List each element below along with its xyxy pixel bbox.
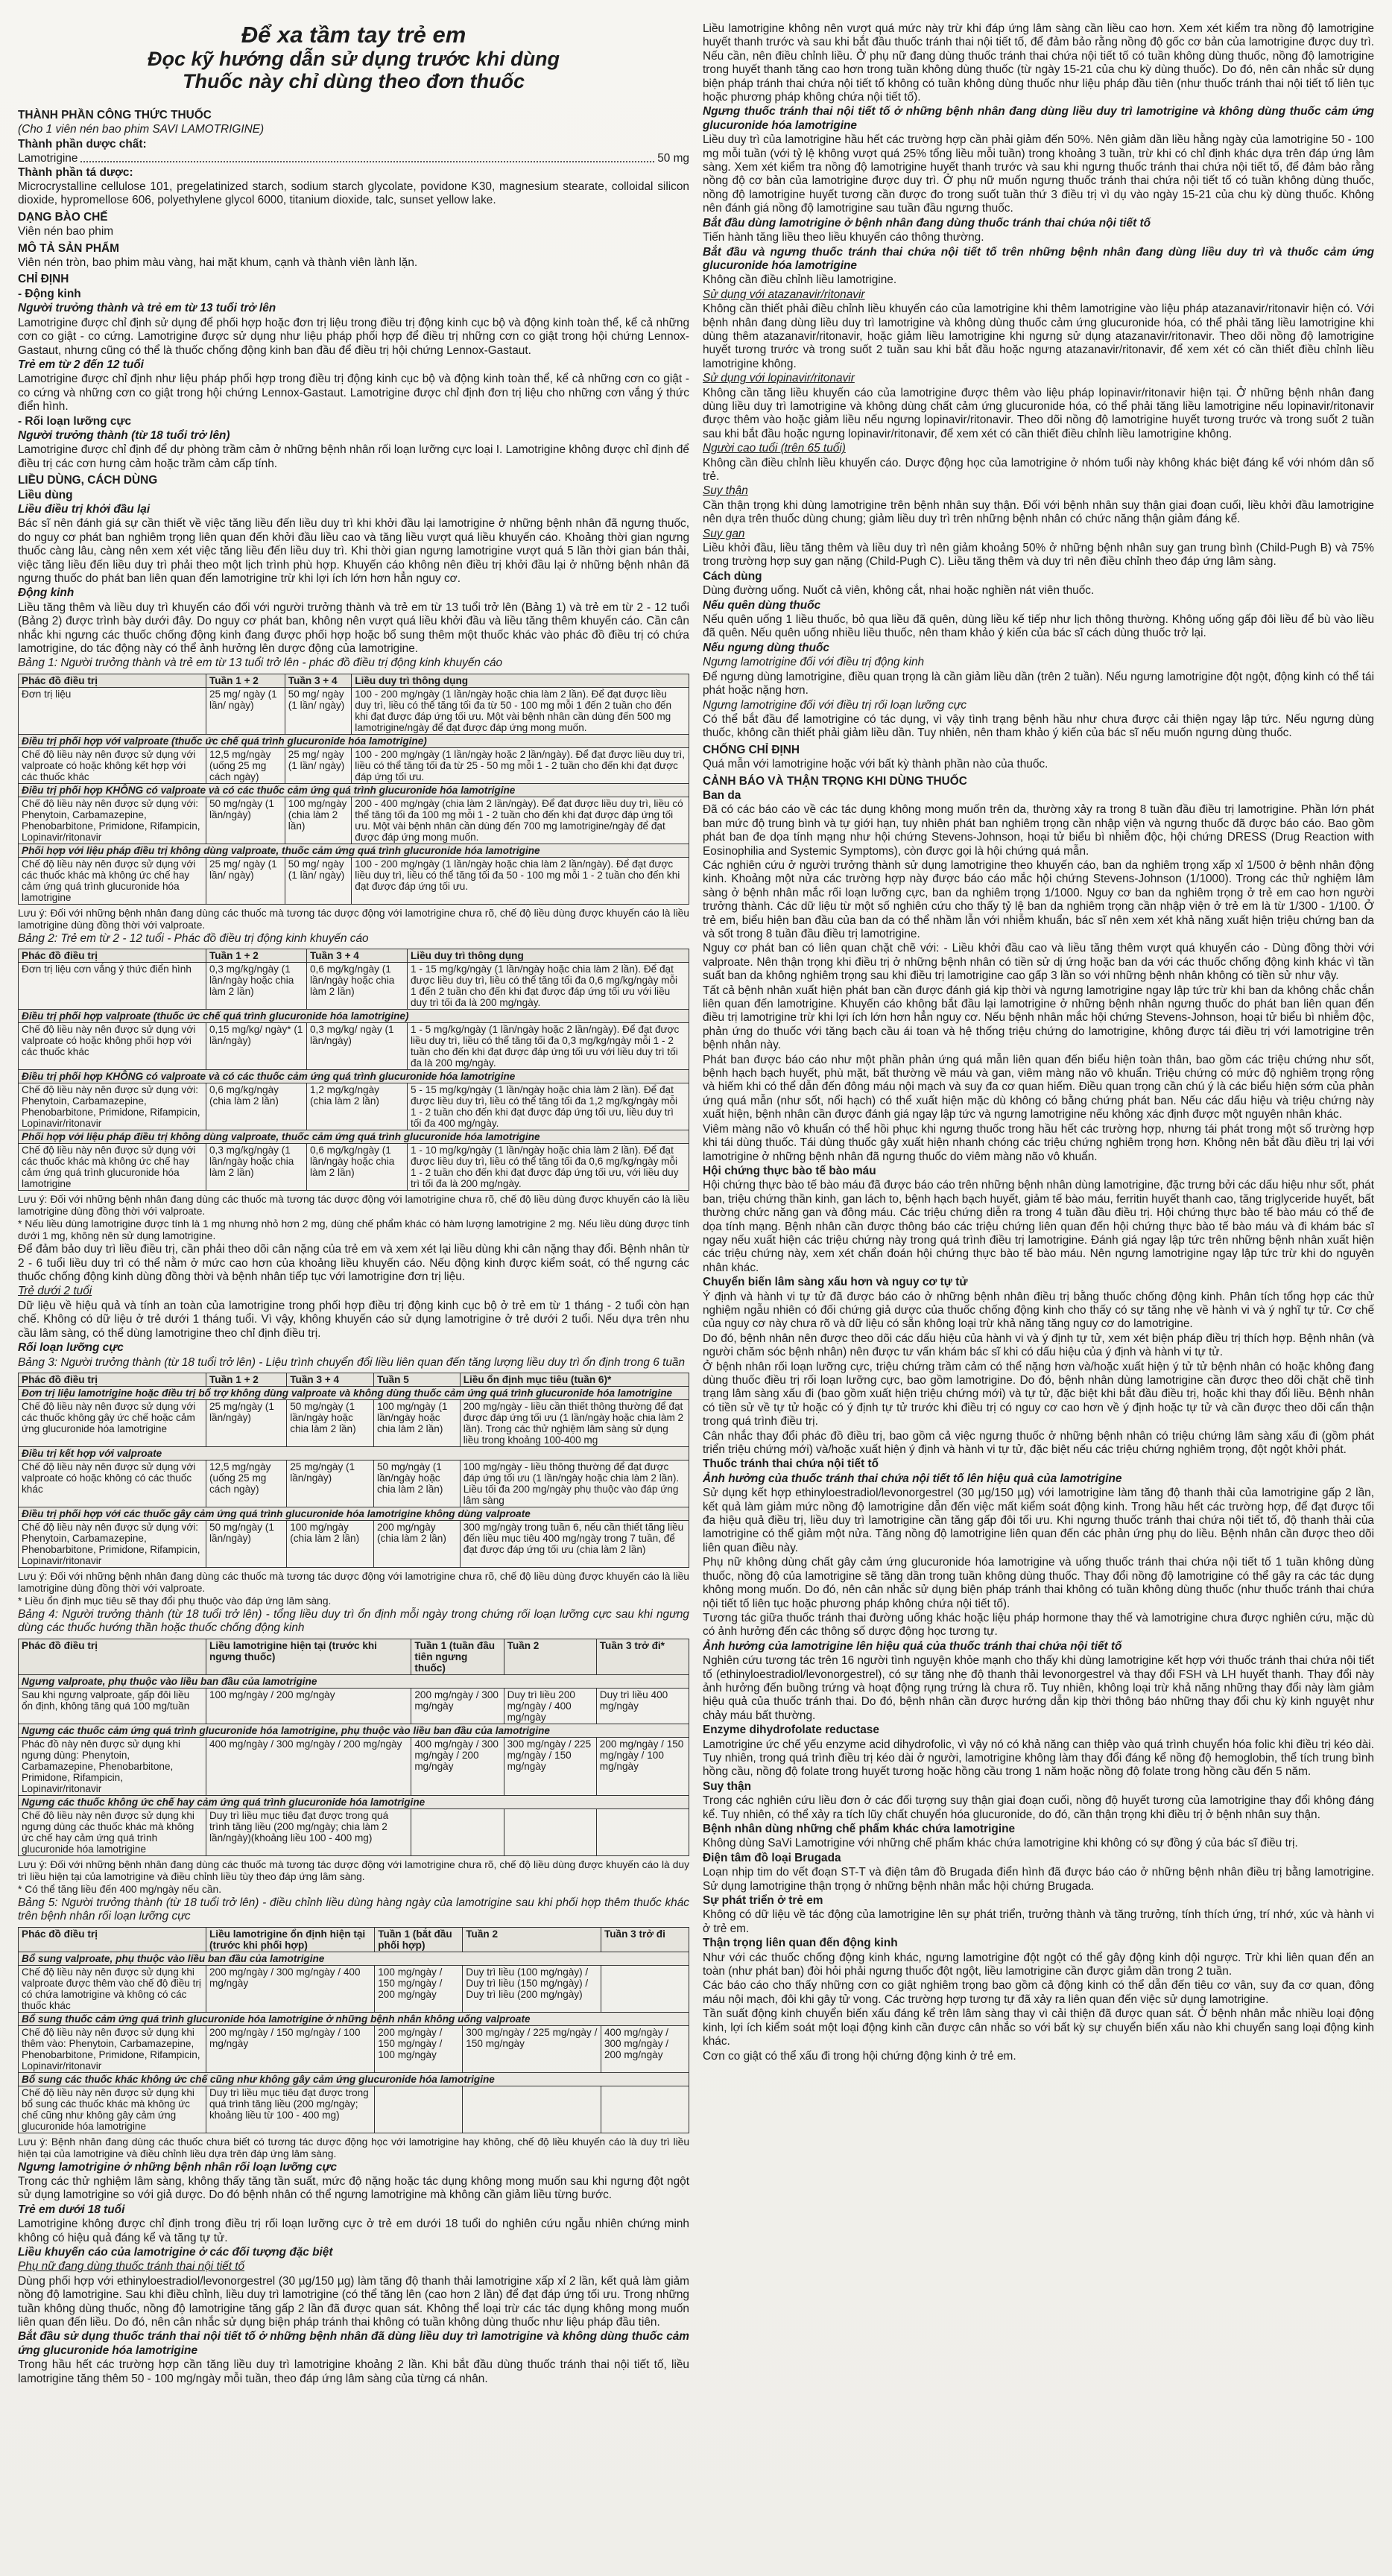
table-row: [19, 1688, 689, 1724]
table-cell: 200 mg/ngày / 150 mg/ngày / 100 mg/ngày: [206, 2025, 375, 2072]
table-cell: 50 mg/ngày (1 lần/ngày): [206, 1520, 287, 1567]
table-cell: 100 - 200 mg/ngày (1 lần/ngày hoặc 2 lần/ngày). Để đạt được liều duy trì, liều có thể tăng tối đa từ 25 - 50 mg mỗi 1 - 2 tuần cho đến khi đạt được đáp ứng tối ưu.: [352, 747, 689, 783]
suicide-heading: Chuyển biến lâm sàng xấu hơn và nguy cơ tự tử: [703, 1276, 968, 1289]
development-heading: Sự phát triển ở trẻ em: [703, 1894, 823, 1908]
table-cell: 25 mg/ ngày (1 lần/ ngày): [285, 747, 352, 783]
contraindications-title: CHỐNG CHỈ ĐỊNH: [703, 743, 800, 756]
table-cell: 0,6 mg/kg/ngày (1 lần/ngày hoặc chia làm 2 lần): [307, 963, 408, 1010]
table2-body: [19, 963, 689, 1191]
table-section-row: [19, 844, 689, 857]
epilepsy-text: Liều tăng thêm và liều duy trì khuyến cáo đối với người trưởng thành và trẻ em từ 13 tuổi trở lên (Bảng 1) và trẻ em từ 2 - 12 tuổi (Bảng 2) được trình bày dưới đây. Do nguy cơ phát ban, không nên vượt quá liều khởi đầu và liều tăng thêm khuyến cáo. Cần cân nhắc khi ngưng các thuốc chống động kinh đang được phối hợp hoặc bổ sung thêm một thuốc khác vào phác đồ điều trị có chứa lamotrigine, do tác động này có thể ảnh hưởng lên dược động của lamotrigine.: [18, 601, 689, 656]
under2-heading: Trẻ dưới 2 tuổi: [18, 1285, 92, 1298]
table-cell: 25 mg/ ngày (1 lần/ ngày): [206, 687, 285, 734]
women-heading: Phụ nữ đang dùng thuốc tránh thai nội tiết tố: [18, 2260, 245, 2273]
missed-dose-heading: Nếu quên dùng thuốc: [703, 598, 821, 612]
composition-title: THÀNH PHẦN CÔNG THỨC THUỐC: [18, 109, 212, 121]
right-column: [703, 22, 1374, 2561]
table-cell: 50 mg/ngày (1 lần/ngày hoặc chia làm 2 lần): [373, 1460, 460, 1507]
table-cell: 1 - 15 mg/kg/ngày (1 lần/ngày hoặc chia làm 2 lần). Để đạt được liều duy trì, liều có thể tăng tối đa 0,6 mg/kg/ngày mỗi 1 đến 2 tuần cho đến khi đạt được đáp ứng tối ưu với liều duy trì tối đa là 200 mg/ngày.: [408, 963, 689, 1010]
description-text: Viên nén tròn, bao phim màu vàng, hai mặt khum, cạnh và thành viên lành lặn.: [18, 256, 418, 270]
table3-footnote: * Liều ổn định mục tiêu sẽ thay đổi phụ thuộc vào đáp ứng lâm sàng.: [18, 1595, 332, 1607]
table-cell: 400 mg/ngày / 300 mg/ngày / 200 mg/ngày: [411, 1737, 504, 1795]
stopping-epilepsy-text: Để ngưng dùng lamotrigine, điều quan trọng là cần giảm liều dần (trên 2 tuần). Nếu ngưng lamotrigine đột ngột, động kinh có thể tái phát hoặc nặng hơn.: [703, 670, 1374, 697]
indication-bipolar: - Rối loạn lưỡng cực: [18, 414, 132, 428]
form-title: DẠNG BÀO CHẾ: [18, 210, 108, 224]
table-cell: [504, 1808, 596, 1855]
table-cell: 0,3 mg/kg/ ngày (1 lần/ngày): [307, 1023, 408, 1070]
suicide-text-3: Ở bệnh nhân rối loạn lưỡng cực, triệu chứng trầm cảm có thể nặng hơn và/hoặc xuất hiện ý tử tử bệnh nhân có hoặc không đang dùng thuốc điều trị rối loạn lưỡng cực, bao gồm lamotrigine. Do đó, bệnh nhân dùng lamotrigine cần được theo dõi chặt chẽ tình trạng lâm sàng xấu đi (bao gồm xuất hiện triệu chứng mới) và tự tử, đặc biệt khi bắt đầu điều trị, hoặc khi thay đổi liều. Bệnh nhân có tiền sử về tự tử hoặc có ý định tự tử trước khi điều trị có nguy cơ cao hơn về ý định hoặc tự tử và cần được theo dõi cẩn thận trong quá trình điều trị.: [703, 1360, 1374, 1428]
table-cell: 400 mg/ngày / 300 mg/ngày / 200 mg/ngày: [206, 1737, 411, 1795]
rash-text-3: Nguy cơ phát ban có liên quan chặt chẽ với: - Liều khởi đầu cao và liều tăng thêm vượt quá khuyến cáo - Dùng đồng thời với valproate. Nên thận trọng khi điều trị ở những bệnh nhân có tiền sử dị ứng hoặc ban da với các thuốc chống động kinh khác vì tần suất ban da không nghiêm trọng sau khi điều trị lamotrigine cao gấp 3 lần so với những bệnh nhân không có tiền sử như vậy.: [703, 942, 1374, 983]
table5-caption: Bảng 5: Người trưởng thành (từ 18 tuổi trở lên) - điều chỉnh liều dùng hàng ngày của lamotrigine sau khi phối hợp thêm thuốc khác trên bệnh nhân rối loạn lưỡng cực: [18, 1896, 689, 1923]
table-cell: Đơn trị liệu cơn vắng ý thức điển hình: [19, 963, 206, 1010]
table5: [18, 1927, 689, 2133]
table-section-row: [19, 1446, 689, 1460]
brugada-heading: Điện tâm đồ loại Brugada: [703, 1851, 841, 1864]
table5-header-cell: Tuần 2: [463, 1927, 601, 1952]
table-cell: 100 mg/ngày (1 lần/ngày hoặc chia làm 2 lần): [373, 1399, 460, 1446]
active-label: Thành phần dược chất:: [18, 137, 147, 151]
table-cell: 300 mg/ngày / 225 mg/ngày / 150 mg/ngày: [504, 1737, 596, 1795]
table5-header-cell: Tuần 3 trở đi: [601, 1927, 689, 1952]
indication-adult-heading: Người trưởng thành và trẻ em từ 13 tuổi trở lên: [18, 302, 276, 315]
table4-header-cell: Tuần 3 trở đi*: [596, 1639, 689, 1674]
table-cell: 200 - 400 mg/ngày (chia làm 2 lần/ngày). Để đạt được liều duy trì, liều có thể tăng tối đa 100 mg mỗi 1 - 2 tuần cho đến khi đạt được đáp ứng tối ưu. Một vài bệnh nhân cần dùng đến 700 mg lamotrigine/ngày để đạt được đáp ứng mong muốn.: [352, 797, 689, 844]
rash-heading: Ban da: [703, 788, 741, 802]
rash-text-5: Phát ban được báo cáo như một phần phản ứng quá mẫn liên quan đến biểu hiện toàn thân, bao gồm các triệu chứng như sốt, bệnh hạch bạch huyết, phù mặt, bất thường về máu và gan, viêm màng não vô khuẩn. Triệu chứng có mức độ nghiêm trọng rộng và hiếm khi có thể dẫn đến đông máu nội mạch và suy đa cơ quan hiếm. Điều quan trọng cần chú ý là các biểu hiện sớm của phản ứng quá mẫn (như sốt, nổi hạch) có thể xuất hiện mặc dù không có bằng chứng phát ban. Nếu các dấu hiệu và triệu chứng này xuất hiện, bệnh nhân cần được đánh giá ngay lập tức và ngưng lamotrigine nếu không xác định được một nguyên nhân khác.: [703, 1053, 1374, 1121]
suicide-text-2: Do đó, bệnh nhân nên được theo dõi các dấu hiệu của hành vi và ý định tự tử, xem xét biện pháp điều trị thích hợp. Bệnh nhân (và người chăm sóc bệnh nhân) nên được tư vấn khám bác sĩ khi có dấu hiệu của ý định và hành vi tự tử.: [703, 1332, 1374, 1359]
rash-text-1: Đã có các báo cáo về các tác dụng không mong muốn trên da, thường xảy ra trong 8 tuần đầu điều trị lamotrigine. Phần lớn phát ban mức độ trung bình và tự giới hạn, tuy nhiên phát ban nghiêm trọng cần nhập viện và ngưng thuốc đã được báo cáo. Bao gồm phát ban đe dọa tính mạng như hội chứng Stevens-Johnson, hoại tử biểu bì nhiễm độc, hội chứng DRESS (Drug Reaction with Eosinophilia and Systemic Symptoms), còn được gọi là hội chứng quá mẫn.: [703, 803, 1374, 858]
table-section-row: [19, 783, 689, 797]
table-cell: 25 mg/ngày (1 lần/ngày): [287, 1460, 374, 1507]
dosage-subtitle: Liều dùng: [18, 488, 73, 501]
stopping-epilepsy-heading: Ngưng lamotrigine đối với điều trị động kinh: [703, 656, 925, 669]
table-cell: Sau khi ngưng valproate, gấp đôi liều ổn định, không tăng quá 100 mg/tuần: [19, 1688, 206, 1724]
table-section-cell: Điều trị phối hợp KHÔNG có valproate và có các thuốc cảm ứng quá trình glucuronide hóa lamotrigine: [19, 1070, 689, 1083]
table-section-row: [19, 1010, 689, 1023]
table-cell: 1,2 mg/kg/ngày (chia làm 2 lần): [307, 1083, 408, 1130]
table-cell: 200 mg/ngày (chia làm 2 lần): [373, 1520, 460, 1567]
table-cell: 200 mg/ngày / 300 mg/ngày / 400 mg/ngày: [206, 1965, 375, 2012]
table-cell: 50 mg/ngày (1 lần/ngày): [206, 797, 285, 844]
administration-text: Dùng đường uống. Nuốt cả viên, không cắt, nhai hoặc nghiền nát viên thuốc.: [703, 584, 1095, 598]
table1-header-cell: Tuần 1 + 2: [206, 674, 285, 687]
table3-header-cell: Tuần 1 + 2: [206, 1373, 287, 1386]
elderly-text: Không cần điều chỉnh liều khuyến cáo. Dược động học của lamotrigine ở nhóm tuổi này không khác biệt đáng kể với nhóm dân số trẻ.: [703, 456, 1374, 483]
stop-oc-heading: Ngưng thuốc tránh thai nội tiết tố ở những bệnh nhân đang dùng liều duy trì lamotrigine và không dùng thuốc cảm ứng glucuronide hóa lamotrigine: [703, 105, 1374, 132]
under2-text: Dữ liệu về hiệu quả và tính an toàn của lamotrigine trong phối hợp điều trị động kinh cục bộ ở trẻ em từ 1 tháng - 2 tuổi còn hạn chế. Không có dữ liệu ở trẻ dưới 1 tháng tuổi. Vì vậy, không khuyến cáo sử dụng lamotrigine ở trẻ dưới 2 tuổi. Nếu dựa trên nhu cầu lâm sàng, có thể dùng lamotrigine theo chỉ định điều trị.: [18, 1299, 689, 1340]
table2-header-cell: Phác đồ điều trị: [19, 949, 206, 963]
header-read-instructions: Đọc kỹ hướng dẫn sử dụng trước khi dùng: [147, 48, 560, 70]
table2-header-cell: Liều duy trì thông dụng: [408, 949, 689, 963]
oc-dose-text: Liều lamotrigine không nên vượt quá mức này trừ khi đáp ứng lâm sàng cần liều cao hơn. Xem xét kiểm tra nồng độ lamotrigine huyết thanh trước và sau khi bắt đầu thuốc tránh thai nội tiết tố, để đảm bảo rằng nồng độ gốc cơ bản của lamotrigine được duy trì. Nếu cần, nên điều chỉnh liều. Ở phụ nữ đang dùng thuốc tránh thai chứa nội tiết tố có tuần không dùng thuốc, nồng độ lamotrigine trong huyết thanh tăng cao hơn trong tuần không dùng thuốc (từ ngày 15-21 của chu kỳ dùng thuốc). Do đó, nên cân nhắc sử dụng biện pháp tránh thai chứa nội tiết tố không có tuần không dùng thuốc như liệu pháp đầu tiên (như thuốc tránh thai nội tiết tố liên tục hoặc phương pháp không chứa nội tiết tố).: [703, 22, 1374, 104]
hepatic-heading: Suy gan: [703, 527, 745, 540]
table1-header-cell: Tuần 3 + 4: [285, 674, 352, 687]
table-section-cell: Đơn trị liệu lamotrigine hoặc điều trị bổ trợ không dùng valproate và không dùng thuốc cảm ứng quá trình glucuronide hóa lamotrigine: [19, 1386, 689, 1399]
table1-note: Lưu ý: Đối với những bệnh nhân đang dùng các thuốc mà tương tác dược động với lamotrigine chưa rõ, chế độ liều dùng được khuyến cáo là liều lamotrigine dùng đồng thời với valproate.: [18, 907, 689, 931]
table-cell: 0,3 mg/kg/ngày (1 lần/ngày hoặc chia làm 2 lần): [206, 1144, 307, 1191]
hlh-text: Hội chứng thực bào tế bào máu đã được báo cáo trên những bệnh nhân dùng lamotrigine, đặc trưng bởi các dấu hiệu như sốt, phát ban, triệu chứng thần kinh, gan lách to, bệnh hạch bạch huyết, giảm tế bào máu, ferritin huyết thanh cao, tăng triglyceride huyết, bất thường chức năng gan và đông máu. Các triệu chứng diễn ra trong 4 tuần đầu điều trị. Hội chứng thực bào tế bào máu có thể đe dọa tính mạng. Bệnh nhân cần được thông báo các triệu chứng liên quan đến hội chứng thực bào tế bào máu và đi khám bác sĩ ngay nếu xuất hiện các triệu chứng này trong quá trình điều trị lamotrigine. Đánh giá ngay lập tức trên những bệnh nhân xuất hiện các triệu chứng này, xem xét chẩn đoán hội chứng thực bào tế bào máu. Nên ngưng lamotrigine ngay lập tức trừ khi do nguyên nhân khác.: [703, 1179, 1374, 1274]
indication-bipolar-text: Lamotrigine được chỉ định để dự phòng trầm cảm ở những bệnh nhân rối loạn lưỡng cực loại I. Lamotrigine không được chỉ định để điều trị các cơn hưng cảm hoặc trầm cảm cấp tính.: [18, 443, 689, 470]
stop-bipolar-heading: Ngưng lamotrigine ở những bệnh nhân rối loạn lưỡng cực: [18, 2160, 337, 2174]
warnings-title: CẢNH BÁO VÀ THẬN TRỌNG KHI DÙNG THUỐC: [703, 774, 967, 788]
table1: [18, 674, 689, 905]
table-section-row: [19, 1952, 689, 1965]
table-cell: 300 mg/ngày / 225 mg/ngày / 150 mg/ngày: [463, 2025, 601, 2072]
suicide-text-1: Ý định và hành vi tự tử đã được báo cáo ở những bệnh nhân điều trị bằng thuốc chống động kinh. Phân tích tổng hợp các thử nghiệm ngẫu nhiên có đối chứng giả dược của thuốc chống động kinh cho thấy có sự tăng nhẹ về hành vi và ý nghĩ tự tử. Cơ chế của nguy cơ này chưa rõ và dữ liệu có sẵn không loại trừ khả năng tăng nguy cơ do lamotrigine.: [703, 1290, 1374, 1331]
table-row: [19, 1460, 689, 1507]
form-text: Viên nén bao phim: [18, 225, 114, 238]
table-section-row: [19, 1130, 689, 1144]
table-section-row: [19, 1507, 689, 1520]
table-row: [19, 1808, 689, 1855]
stopping-heading: Nếu ngưng dùng thuốc: [703, 641, 829, 654]
table-cell: Chế độ liều này nên được sử dụng với valproate có hoặc không có các thuốc khác: [19, 1460, 206, 1507]
table-row: [19, 1083, 689, 1130]
table4-footnote: * Có thể tăng liều đến 400 mg/ngày nếu cần.: [18, 1883, 222, 1895]
dosage-restart-heading: Liều điều trị khởi đầu lại: [18, 502, 151, 516]
women-start-oc-text: Trong hầu hết các trường hợp cần tăng liều duy trì lamotrigine khoảng 2 lần. Khi bắt đầu dùng thuốc tránh thai nội tiết tố, liều lamotrigine tăng thêm 50 - 100 mg/ngày mỗi tuần, theo đáp ứng lâm sàng của từng cá nhân.: [18, 2358, 689, 2385]
table3-body: [19, 1386, 689, 1567]
oc-text-2: Phụ nữ không dùng chất gây cảm ứng glucuronide hóa lamotrigine và uống thuốc tránh thai chứa nội tiết tố 1 tuần không dùng thuốc, nồng độ của lamotrigine sẽ tăng dần trong tuần không dùng thuốc. Thay đổi nồng độ lamotrigine có thể gây ra các tác dụng không mong muốn. Do đó, nên cân nhắc sử dụng biện pháp tránh thai không có tuần không dùng thuốc (như thuốc tránh thai chứa nội tiết tố liên tục hoặc phương pháp không chứa nội tiết tố).: [703, 1556, 1374, 1610]
composition-subtitle: (Cho 1 viên nén bao phim SAVI LAMOTRIGINE): [18, 123, 265, 136]
table3-note: Lưu ý: Đối với những bệnh nhân đang dùng các thuốc mà tương tác dược động với lamotrigine chưa rõ, chế độ liều dùng được khuyến cáo là liều lamotrigine dùng đồng thời với valproate.: [18, 1570, 689, 1594]
table4-caption: Bảng 4: Người trưởng thành (từ 18 tuổi trở lên) - tổng liều duy trì ổn định mỗi ngày trong chứng rối loạn lưỡng cực sau khi ngưng dùng các thuốc hướng thần hoặc thuốc chống động kinh: [18, 1607, 689, 1635]
table3-header-cell: Tuần 5: [373, 1373, 460, 1386]
table-row: [19, 963, 689, 1010]
table-row: [19, 857, 689, 904]
dhfr-heading: Enzyme dihydrofolate reductase: [703, 1724, 879, 1737]
epilepsy-caution-text-4: Cơn co giật có thể xấu đi trong hội chứng động kinh ở trẻ em.: [703, 2049, 1016, 2063]
women-text: Dùng phối hợp với ethinyloestradiol/levonorgestrel (30 µg/150 µg) làm tăng độ thanh thải lamotrigine xấp xỉ 2 lần, kết quả làm giảm nồng độ lamotrigine. Sau khi điều chỉnh, liều duy trì lamotrigine (có thể tăng lên (cao hơn 2 lần) để đạt đáp ứng tối ưu. Trong những tuần không dùng thuốc, nồng độ lamotrigine tăng gấp 2 lần đã được quan sát. Không thể loại trừ các tác dụng không mong muốn liên quan đến liều. Do đó, nên cân nhắc sử dụng biện pháp tránh thai không có tuần không dùng thuốc như liệu pháp đầu tiên.: [18, 2274, 689, 2329]
table3-header: [19, 1373, 689, 1386]
table-section-row: [19, 2012, 689, 2025]
table-cell: [596, 1808, 689, 1855]
indications-title: CHỈ ĐỊNH: [18, 273, 69, 286]
table-cell: Chế độ liều này nên được sử dụng khi ngưng dùng các thuốc khác mà không ức chế hay cảm ứng quá trình glucuronide hóa lamotrigine: [19, 1808, 206, 1855]
table-section-row: [19, 1674, 689, 1688]
lopinavir-text: Không cần tăng liều khuyến cáo của lamotrigine được thêm vào liệu pháp lopinavir/ritonavir hiện tại. Ở những bệnh nhân đang dùng liều duy trì lamotrigine và không dùng chất cảm ứng glucuronide hóa, có thể phải tăng liều lamotrigine nếu lopinavir/ritonavir được thêm vào hoặc giảm liều nếu ngưng lopinavir/ritonavir. Theo dõi nồng độ lamotrigine huyết tương trước và trong suốt 2 tuần sau khi bắt đầu hoặc ngưng lopinavir/ritonavir, để xem xét có cần thiết điều chỉnh liều lamotrigine không.: [703, 386, 1374, 440]
table3-header-cell: Phác đồ điều trị: [19, 1373, 206, 1386]
renal-heading: Suy thận: [703, 484, 748, 498]
dhfr-text: Lamotrigine ức chế yếu enzyme acid dihydrofolic, vì vậy nó có khả năng can thiệp vào quá trình chuyển hóa folic khi điều trị kéo dài. Tuy nhiên, trong quá trình điều trị kéo dài ở người, lamotrigine không làm thay đổi đáng kể nồng độ hemoglobin, thể tích trung bình hồng cầu, nồng độ folate trong huyết tương hoặc hồng cầu trong 1 năm hoặc nồng độ folate trong hồng cầu đến 5 năm.: [703, 1738, 1374, 1779]
table-cell: 50 mg/ngày (1 lần/ngày hoặc chia làm 2 lần): [287, 1399, 374, 1446]
table1-header-cell: Liều duy trì thông dụng: [352, 674, 689, 687]
epilepsy-caution-heading: Thận trọng liên quan đến động kinh: [703, 1937, 898, 1950]
child-bipolar-text: Lamotrigine không được chỉ định trong điều trị rối loạn lưỡng cực ở trẻ em dưới 18 tuổi do nghiên cứu ngẫu nhiên chứng minh không có hiệu quả đáng kể và tăng tự tử.: [18, 2218, 689, 2244]
stopping-bipolar-heading: Ngưng lamotrigine đối với điều trị rối loạn lưỡng cực: [703, 698, 967, 712]
epilepsy-caution-text-1: Như với các thuốc chống động kinh khác, ngưng lamotrigine đột ngột có thể gây động kinh dội ngược. Trừ khi liên quan đến an toàn (như phát ban) đòi hỏi phải ngưng thuốc đột ngột, liều lamotrigine cần được giảm dần trong 2 tuần.: [703, 1951, 1374, 1978]
table1-caption: Bảng 1: Người trưởng thành và trẻ em từ 13 tuổi trở lên - phác đồ điều trị động kinh khuyến cáo: [18, 656, 503, 670]
table-cell: Chế độ liều này nên được sử dụng với các thuốc khác mà không ức chế hay cảm ứng quá trình glucuronide hóa lamotrigine: [19, 1144, 206, 1191]
table-cell: 100 mg/ngày - liều thông thường để đạt được đáp ứng tối ưu (1 lần/ngày hoặc chia làm 2 lần). Liều tối đa 200 mg/ngày phụ thuộc vào đáp ứng lâm sàng: [460, 1460, 689, 1507]
table-section-cell: Điều trị phối hợp valproate (thuốc ức chế quá trình glucuronide hóa lamotrigine): [19, 1010, 689, 1023]
table-cell: 0,15 mg/kg/ ngày* (1 lần/ngày): [206, 1023, 307, 1070]
table-row: [19, 1965, 689, 2012]
table-cell: 100 mg/ngày / 150 mg/ngày / 200 mg/ngày: [375, 1965, 463, 2012]
indication-adult-text: Lamotrigine được chỉ định sử dụng để phối hợp hoặc đơn trị liệu trong điều trị động kinh cục bộ và động kinh toàn thể, kể cả những cơn co giật - co cứng. Lamotrigine được sử dụng như liệu pháp phối hợp để điều trị những cơn co giật trong hội chứng Lennox-Gastaut, nhưng cũng có thể là thuốc chống động kinh ban đầu để điều trị hội chứng Lennox-Gastaut.: [18, 316, 689, 357]
table-section-cell: Bổ sung các thuốc khác không ức chế cũng như không gây cảm ứng glucuronide hóa lamotrigine: [19, 2072, 689, 2086]
table-cell: 1 - 10 mg/kg/ngày (1 lần/ngày hoặc chia làm 2 lần). Để đạt được liều duy trì, liều có thể tăng tối đa 0,6 mg/kg/ngày mỗi 1 - 2 tuần cho đến khi đạt được đáp ứng tối ưu, với liều duy trì tối đa là 200 mg/ngày.: [408, 1144, 689, 1191]
table-cell: 0,6 mg/kg/ngày (1 lần/ngày hoặc chia làm 2 lần): [307, 1144, 408, 1191]
table-cell: [375, 2086, 463, 2133]
table-section-cell: Điều trị phối hợp với valproate (thuốc ức chế quá trình glucuronide hóa lamotrigine): [19, 734, 689, 747]
table-section-cell: Ngưng các thuốc không ức chế hay cảm ứng quá trình glucuronide hóa lamotrigine: [19, 1795, 689, 1808]
rash-text-2: Các nghiên cứu ở người trưởng thành sử dụng lamotrigine theo khuyến cáo, ban da nghiêm trọng xấp xỉ 1/500 ở bệnh nhân động kinh. Khoảng một nửa các trường hợp này được báo cáo mắc hội chứng Stevens-Johnson (1/1000). Trong các thử nghiệm lâm sàng ở bệnh nhân mắc rối loạn lưỡng cực, ban da nghiêm trọng 1/1000. Nguy cơ ban da nghiêm trọng ở trẻ em cao hơn người trưởng thành. Các dữ liệu từ một số nghiên cứu cho thấy tỷ lệ ban da nghiêm trọng cần nhập viện ở trẻ em là từ 1/300 - 1/100. Ở trẻ em, biểu hiện ban đầu của ban da có thể nhầm lẫn với nhiễm khuẩn, bác sĩ nên xem xét khả năng xuất hiện triệu chứng ban da và sốt trong 8 tuần đầu điều trị lamotrigine.: [703, 858, 1374, 940]
table-cell: 0,3 mg/kg/ngày (1 lần/ngày hoặc chia làm 2 lần): [206, 963, 307, 1010]
epilepsy-heading: Động kinh: [18, 586, 75, 600]
table-section-cell: Điều trị phối hợp với các thuốc gây cảm ứng quá trình glucuronide hóa lamotrigine không dùng valproate: [19, 1507, 689, 1520]
table-cell: 25 mg/ngày (1 lần/ngày): [206, 1399, 287, 1446]
table-row: [19, 1023, 689, 1070]
stop-bipolar-text: Trong các thử nghiệm lâm sàng, không thấy tăng tần suất, mức độ nặng hoặc tác dụng không mong muốn sau khi ngưng đột ngột sử dụng lamotrigine so với giả dược. Do đó bệnh nhân có thể ngưng lamotrigine mà không cần giảm liều từng bước.: [18, 2174, 689, 2202]
table-cell: Chế độ liều này nên được sử dụng khi valproate được thêm vào chế độ điều trị có chứa lamotrigine và không có các thuốc khác: [19, 1965, 206, 2012]
excipient-label: Thành phần tá dược:: [18, 165, 133, 179]
table-cell: 100 mg/ngày / 200 mg/ngày: [206, 1688, 411, 1724]
table1-header: [19, 674, 689, 687]
table-section-row: [19, 1724, 689, 1737]
table-cell: Duy trì liều 200 mg/ngày / 400 mg/ngày: [504, 1688, 596, 1724]
table-cell: Chế độ liều này nên được sử dụng với các thuốc không gây ức chế hoặc cảm ứng glucuronide hóa lamotrigine: [19, 1399, 206, 1446]
table-section-row: [19, 1795, 689, 1808]
other-products-heading: Bệnh nhân dùng những chế phẩm khác chứa lamotrigine: [703, 1823, 1016, 1835]
stopping-bipolar-text: Có thể bắt đầu để lamotrigine có tác dụng, vì vậy tình trạng bệnh hầu như chưa được cải thiện ngay lập tức. Nếu ngưng dùng thuốc, không cần thiết phải giảm liều dần. Tuy nhiên, nên tham khảo ý kiến của bác sĩ nếu muốn ngưng dùng thuốc.: [703, 712, 1374, 740]
table-cell: Chế độ liều này nên được sử dụng khi bổ sung các thuốc khác mà không ức chế cũng như không gây cảm ứng glucuronide hóa lamotrigine: [19, 2086, 206, 2133]
table5-body: [19, 1952, 689, 2133]
table-section-cell: Phối hợp với liệu pháp điều trị không dùng valproate, thuốc cảm ứng quá trình glucuronide hóa lamotrigine: [19, 1130, 689, 1144]
table5-header: [19, 1927, 689, 1952]
table2-footnote: * Nếu liều dùng lamotrigine được tính là 1 mg nhưng nhỏ hơn 2 mg, dùng chế phẩm khác có hàm lượng lamotrigine 2 mg. Nếu liều dùng được tính dưới 1 mg, không nên sử dụng lamotrigine.: [18, 1218, 689, 1242]
table-cell: 100 - 200 mg/ngày (1 lần/ngày hoặc chia làm 2 lần). Để đạt được liều duy trì, liều có thể tăng tối đa từ 50 - 100 mg mỗi 1 đến 2 tuần cho đến khi đạt được đáp ứng tối ưu. Một vài bệnh nhân cần dùng đến 500 mg lamotrigine/ngày để đạt được đáp ứng mong muốn.: [352, 687, 689, 734]
administration-heading: Cách dùng: [703, 569, 762, 583]
epilepsy-caution-text-3: Tần suất động kinh chuyển biến xấu đáng kể trên lâm sàng thay vì cải thiện đã được quan sát. Ở bệnh nhân mắc nhiều loại động kinh, lợi ích kiểm soát một loại động kinh cần được cân nhắc so với bất kỳ sự chuyển biến xấu nào khi chuyển sang loại động kinh khác.: [703, 2007, 1374, 2048]
description-title: MÔ TẢ SẢN PHẨM: [18, 241, 119, 255]
indication-bipolar-heading: Người trưởng thành (từ 18 tuổi trở lên): [18, 428, 230, 442]
table-cell: Duy trì liều mục tiêu đạt được trong quá trình tăng liều (200 mg/ngày; khoảng liều từ 100 - 400 mg): [206, 2086, 375, 2133]
table-cell: 100 - 200 mg/ngày (1 lần/ngày hoặc chia làm 2 lần/ngày). Để đạt được liều duy trì, liều có thể tăng tối đa 50 - 100 mg mỗi 1 - 2 tuần cho đến khi đạt được đáp ứng tối ưu.: [352, 857, 689, 904]
table4-header-cell: Tuần 1 (tuần đầu tiên ngưng thuốc): [411, 1639, 504, 1674]
hlh-heading: Hội chứng thực bào tế bào máu: [703, 1164, 876, 1177]
table-cell: 400 mg/ngày / 300 mg/ngày / 200 mg/ngày: [601, 2025, 689, 2072]
table-cell: Đơn trị liệu: [19, 687, 206, 734]
table-cell: 12,5 mg/ngày (uống 25 mg cách ngày): [206, 1460, 287, 1507]
oc-effect-heading-1: Ảnh hưởng của thuốc tránh thai chứa nội tiết tố lên hiệu quả của lamotrigine: [703, 1472, 1122, 1485]
other-products-text: Không dùng SaVi Lamotrigine với những chế phẩm khác chứa lamotrigine khi không có sự đồng ý của bác sĩ điều trị.: [703, 1837, 1298, 1850]
active-name: Lamotrigine: [18, 152, 78, 165]
table-cell: [601, 1965, 689, 2012]
active-ingredient-line: [18, 152, 689, 165]
table-row: [19, 2086, 689, 2133]
table-cell: 100 mg/ngày (chia làm 2 lần): [287, 1520, 374, 1567]
table3-header-cell: Liều ổn định mục tiêu (tuần 6)*: [460, 1373, 689, 1386]
table2-header-cell: Tuần 3 + 4: [307, 949, 408, 963]
table5-header-cell: Phác đồ điều trị: [19, 1927, 206, 1952]
dosage-title: LIỀU DÙNG, CÁCH DÙNG: [18, 474, 158, 487]
start-lam-text: Tiến hành tăng liều theo liều khuyến cáo thông thường.: [703, 231, 984, 244]
table-cell: 200 mg/ngày / 300 mg/ngày: [411, 1688, 504, 1724]
table-cell: 100 mg/ngày (chia làm 2 lần): [285, 797, 352, 844]
table-section-row: [19, 1070, 689, 1083]
table-cell: 12,5 mg/ngày (uống 25 mg cách ngày): [206, 747, 285, 783]
renal-text: Cần thận trọng khi dùng lamotrigine trên bệnh nhân suy thận. Đối với bệnh nhân suy thận giai đoạn cuối, liều khởi đầu lamotrigine nên dựa trên thuốc dùng chung; giảm liều duy trì trên những bệnh nhân có chức năng thận giảm đáng kể.: [703, 499, 1374, 526]
table1-body: [19, 687, 689, 904]
start-lam-inducer-text: Không cần điều chỉnh liều lamotrigine.: [703, 273, 897, 287]
atazanavir-heading: Sử dụng với atazanavir/ritonavir: [703, 288, 865, 301]
table-section-row: [19, 734, 689, 747]
contraindications-text: Quá mẫn với lamotrigine hoặc với bất kỳ thành phần nào của thuốc.: [703, 758, 1048, 771]
table-section-cell: Điều trị kết hợp với valproate: [19, 1446, 689, 1460]
hepatic-text: Liều khởi đầu, liều tăng thêm và liều duy trì nên giảm khoảng 50% ở những bệnh nhân suy gan trung bình (Child-Pugh B) và 75% trong trường hợp suy gan nặng (Child-Pugh C). Liều tăng thêm và duy trì nên điều chỉnh theo đáp ứng lâm sàng.: [703, 542, 1374, 569]
table2: [18, 949, 689, 1191]
table-cell: 200 mg/ngày / 150 mg/ngày / 100 mg/ngày: [596, 1737, 689, 1795]
table4-header-cell: Phác đồ điều trị: [19, 1639, 206, 1674]
table-cell: 50 mg/ ngày (1 lần/ ngày): [285, 857, 352, 904]
oc-text-1: Sử dụng kết hợp ethinyloestradiol/levonorgestrel (30 µg/150 µg) với lamotrigine làm tăng độ thanh thải của lamotrigine gấp 2 lần, kết quả làm giảm mức nồng độ lamotrigine dẫn đến việc mất kiểm soát động kinh. Trong hầu hết các trường hợp, để đạt được tối đa hiệu quả điều trị, liều duy trì lamotrigine cần tăng gấp đôi tối ưu. Khi ngưng thuốc tránh thai chứa nội tiết tố, độ thanh thải của lamotrigine có thể giảm một nửa. Tăng nồng độ lamotrigine liên quan đến các phản ứng phụ do liều. Bệnh nhân cần được theo dõi liên quan điều này.: [703, 1487, 1374, 1554]
oc-heading: Thuốc tránh thai chứa nội tiết tố: [703, 1458, 879, 1471]
table-cell: Chế độ liều này nên được sử dụng với các thuốc khác mà không ức chế hay cảm ứng quá trình glucuronide hóa lamotrigine: [19, 857, 206, 904]
header-prescription-only: Thuốc này chỉ dùng theo đơn thuốc: [182, 70, 525, 92]
indication-epilepsy: - Động kinh: [18, 287, 81, 300]
table5-note: Lưu ý: Bệnh nhân đang dùng các thuốc chưa biết có tương tác dược động học với lamotrigine hay không, chế độ liều khuyến cáo là duy trì liều hiện tại của lamotrigine và điều chỉnh liều dựa trên đáp ứng lâm sàng.: [18, 2136, 689, 2159]
dosage-restart-text: Bác sĩ nên đánh giá sự cần thiết về việc tăng liều đến liều duy trì khi khởi đầu lại lamotrigine ở những bệnh nhân đã ngưng thuốc, do nguy cơ phát ban nghiêm trọng liên quan đến khởi đầu liều cao và tăng liều vượt quá liều khuyến cáo. Khoảng thời gian ngưng thuốc càng lâu, càng nên xem xét việc tăng liều đến liều duy trì. Khi thời gian ngưng lamotrigine vượt quá 5 lần thời gian bán thải, việc tăng liều đến liều duy trì phải theo một lịch trình phù hợp. Khuyến cáo không nên điều trị khởi đầu lại ở những bệnh nhân đã ngưng thuốc do phát ban liên quan đến lamotrigine trừ khi lợi ích lớn hơn hẳn nguy cơ.: [18, 517, 689, 585]
table2-header-cell: Tuần 1 + 2: [206, 949, 307, 963]
table-cell: 200 mg/ngày - liều cần thiết thông thường để đạt được đáp ứng tối ưu (1 lần/ngày hoặc chia làm 2 lần). Trong các thử nghiệm lâm sàng sử dụng liều trong khoảng 100-400 mg: [460, 1399, 689, 1446]
special-populations-heading: Liều khuyến cáo của lamotrigine ở các đối tượng đặc biệt: [18, 2245, 333, 2259]
table3-header-cell: Tuần 3 + 4: [287, 1373, 374, 1386]
table-cell: Duy trì liều mục tiêu đạt được trong quá trình tăng liều (200 mg/ngày; chia làm 2 lần/ngày)(khoảng liều 100 - 400 mg): [206, 1808, 411, 1855]
table-cell: Chế độ liều này nên được sử dụng với: Phenytoin, Carbamazepine, Phenobarbitone, Primidone, Rifampicin, Lopinavir/ritonavir: [19, 1520, 206, 1567]
table-row: [19, 1144, 689, 1191]
table-cell: [463, 2086, 601, 2133]
rash-text-6: Viêm màng não vô khuẩn có thể hồi phục khi ngưng thuốc trong hầu hết các trường hợp, nhưng tái phát trong một số trường hợp khi tái dùng thuốc. Tái dùng thuốc gây xuất hiện nhanh chóng các triệu chứng nghiêm trọng hơn. Không nên bắt đầu điều trị lại với lamotrigine ở những bệnh nhân đã ngưng thuốc do viêm màng não vô khuẩn.: [703, 1122, 1374, 1163]
table-cell: 25 mg/ ngày (1 lần/ ngày): [206, 857, 285, 904]
renal-warning-heading: Suy thận: [703, 1779, 751, 1793]
table4-body: [19, 1674, 689, 1855]
bipolar-dose-heading: Rối loạn lưỡng cực: [18, 1341, 124, 1355]
indication-child-heading: Trẻ em từ 2 đến 12 tuổi: [18, 358, 144, 371]
table-cell: Chế độ liều này nên được sử dụng với valproate có hoặc không kết hợp với các thuốc khác: [19, 747, 206, 783]
table-cell: Chế độ liều này nên được sử dụng với: Phenytoin, Carbamazepine, Phenobarbitone, Primidone, Rifampicin, Lopinavir/ritonavir: [19, 797, 206, 844]
rash-text-4: Tất cả bệnh nhân xuất hiện phát ban cần được đánh giá kịp thời và ngưng lamotrigine ngay lập tức trừ khi ban da không chắc chắn liên quan đến lamotrigine. Khuyến cáo không bắt đầu lại lamotrigine ở những bệnh nhân ngưng thuốc do phát ban liên quan đến điều trị lamotrigine trừ khi lợi ích lớn hơn hẳn nguy cơ. Nếu bệnh nhân mắc hội chứng Stevens-Johnson, hoại tử biểu bì nhiễm độc, phản ứng do thuốc với tăng bạch cầu ái toan và hệ thống triệu chứng do lamotrigine, không được tái điều trị với lamotrigine trên bệnh nhân này.: [703, 984, 1374, 1052]
table1-header-cell: Phác đồ điều trị: [19, 674, 206, 687]
header-keep-away: Để xa tầm tay trẻ em: [241, 22, 466, 48]
brugada-text: Loạn nhịp tim do vết đoạn ST-T và điện tâm đồ Brugada điển hình đã được báo cáo ở những bệnh nhân điều trị bằng lamotrigine. Sử dụng lamotrigine thận trọng ở những bệnh nhân mắc hội chứng Brugada.: [703, 1866, 1374, 1893]
atazanavir-text: Không cần thiết phải điều chỉnh liều khuyến cáo của lamotrigine khi thêm lamotrigine vào liệu pháp atazanavir/ritonavir hiện có. Với bệnh nhân đang dùng liều duy trì lamotrigine và không dùng thuốc cảm ứng glucuronide hóa, có thể phải tăng liều lamotrigine khi dùng thêm atazanavir/ritonavir, hoặc giảm liều lamotrigine khi ngưng sử dụng atazanavir/ritonavir. Theo dõi nồng độ lamotrigine huyết tương trước và trong suốt 2 tuần sau khi bắt đầu hoặc ngưng atazanavir/ritonavir, để xem xét có cần thiết điều chỉnh liều lamotrigine không.: [703, 303, 1374, 370]
table-cell: 0,6 mg/kg/ngày (chia làm 2 lần): [206, 1083, 307, 1130]
table-cell: 5 - 15 mg/kg/ngày (1 lần/ngày hoặc chia làm 2 lần). Để đạt được liều duy trì, liều có thể tăng tối đa 1,2 mg/kg/ngày mỗi 1 - 2 tuần cho đến khi đạt được đáp ứng tối ưu, liều duy trì tối đa 400 mg/ngày.: [408, 1083, 689, 1130]
table-row: [19, 2025, 689, 2072]
table4-note: Lưu ý: Đối với những bệnh nhân đang dùng các thuốc mà tương tác dược động với lamotrigine chưa rõ, chế độ liều dùng được khuyến cáo là duy trì liều hiện tại của lamotrigine và điều chỉnh liều tùy theo đáp ứng lâm sàng.: [18, 1858, 689, 1882]
table-row: [19, 1737, 689, 1795]
table-cell: [601, 2086, 689, 2133]
indication-child-text: Lamotrigine được chỉ định như liệu pháp phối hợp trong điều trị động kinh cục bộ và động kinh toàn thể, kể cả những cơn co giật - co cứng và những cơn co giật trong hội chứng Lennox-Gastaut. Lamotrigine được chỉ định đơn trị liệu cho những cơn vắng ý thức điển hình.: [18, 373, 689, 414]
table-section-row: [19, 2072, 689, 2086]
table-section-cell: Bổ sung thuốc cảm ứng quá trình glucuronide hóa lamotrigine ở những bệnh nhân không uống valproate: [19, 2012, 689, 2025]
women-start-oc-heading: Bắt đầu sử dụng thuốc tránh thai nội tiết tố ở những bệnh nhân đã dùng liều duy trì lamotrigine và không dùng thuốc cảm ứng glucuronide hóa lamotrigine: [18, 2330, 689, 2357]
epilepsy-caution-text-2: Các báo cáo cho thấy những cơn co giật nghiêm trọng bao gồm cả động kinh có thể dẫn đến tiêu cơ vân, suy đa cơ quan, đông máu nội mạch, đôi khi gây tử vong. Các trường hợp tương tự đã xảy ra liên quan đến việc sử dụng lamotrigine.: [703, 1979, 1374, 2006]
leaflet-header: [18, 22, 689, 92]
lopinavir-heading: Sử dụng với lopinavir/ritonavir: [703, 372, 855, 385]
renal-warning-text: Trong các nghiên cứu liều đơn ở các đối tượng suy thận giai đoạn cuối, nồng độ huyết tương của lamotrigine thay đổi không đáng kể. Tuy nhiên, có thể xảy ra tích lũy chất chuyển hóa glucuronide, do đó, cần thận trọng khi điều trị ở bệnh nhân suy thận.: [703, 1794, 1374, 1821]
table-row: [19, 1399, 689, 1446]
elderly-heading: Người cao tuổi (trên 65 tuổi): [703, 442, 846, 455]
table2-header: [19, 949, 689, 963]
table4-header-cell: Tuần 2: [504, 1639, 596, 1674]
excipient-text: Microcrystalline cellulose 101, pregelatinized starch, sodium starch glycolate, povidone K30, magnesium stearate, colloidal silicon dioxide, hypromellose 606, polyethylene glycol 6000, titanium dioxide, talc, sunset yellow lake.: [18, 180, 689, 207]
child-bipolar-heading: Trẻ em dưới 18 tuổi: [18, 2203, 125, 2216]
table5-header-cell: Tuần 1 (bắt đầu phối hợp): [375, 1927, 463, 1952]
table-section-cell: Điều trị phối hợp KHÔNG có valproate và có các thuốc cảm ứng quá trình glucuronide hóa lamotrigine: [19, 783, 689, 797]
table-cell: Phác đồ này nên được sử dụng khi ngưng dùng: Phenytoin, Carbamazepine, Phenobarbitone, Primidone, Rifampicin, Lopinavir/ritonavir: [19, 1737, 206, 1795]
table-section-cell: Phối hợp với liệu pháp điều trị không dùng valproate, thuốc cảm ứng quá trình glucuronide hóa lamotrigine: [19, 844, 689, 857]
table4: [18, 1639, 689, 1856]
table-section-cell: Ngưng valproate, phụ thuộc vào liều ban đầu của lamotrigine: [19, 1674, 689, 1688]
table-row: [19, 1520, 689, 1567]
table-cell: Duy trì liều 400 mg/ngày: [596, 1688, 689, 1724]
table-row: [19, 687, 689, 734]
table-cell: 300 mg/ngày trong tuần 6, nếu cần thiết tăng liều đến liều mục tiêu 400 mg/ngày trong 7 tuần, để đạt được đáp ứng tối ưu (chia làm 2 lần): [460, 1520, 689, 1567]
table-cell: [411, 1808, 504, 1855]
table3: [18, 1373, 689, 1568]
table-section-cell: Ngưng các thuốc cảm ứng quá trình glucuronide hóa lamotrigine, phụ thuộc vào liều ban đầu của lamotrigine: [19, 1724, 689, 1737]
table4-header: [19, 1639, 689, 1674]
table-cell: Chế độ liều này nên được sử dụng với valproate có hoặc không phối hợp với các thuốc khác: [19, 1023, 206, 1070]
left-column: [18, 22, 689, 2561]
table-cell: 1 - 5 mg/kg/ngày (1 lần/ngày hoặc 2 lần/ngày). Để đạt được liều duy trì, liều có thể tăng tối đa 0,3 mg/kg/ngày mỗi 1 - 2 tuần cho đến khi đạt được đáp ứng tối ưu với liều duy trì tối đa là 200 mg/ngày.: [408, 1023, 689, 1070]
table5-header-cell: Liều lamotrigine ổn định hiện tại (trước khi phối hợp): [206, 1927, 375, 1952]
weight-monitoring-text: Để đảm bảo duy trì liều điều trị, cần phải theo dõi cân nặng của trẻ em và xem xét lại liều dùng khi cân nặng thay đổi. Bệnh nhân từ 2 - 6 tuổi liều duy trì có thể nằm ở mức cao hơn của khoảng liều khuyến cáo. Nếu động kinh được kiểm soát, có thể ngưng các thuốc chống động kinh dùng đồng thời và bệnh nhân tiếp tục với lamotrigine đơn trị liệu.: [18, 1243, 689, 1284]
table-cell: 200 mg/ngày / 150 mg/ngày / 100 mg/ngày: [375, 2025, 463, 2072]
table-cell: Chế độ liều này nên được sử dụng với: Phenytoin, Carbamazepine, Phenobarbitone, Primidone, Rifampicin, Lopinavir/ritonavir: [19, 1083, 206, 1130]
table4-header-cell: Liều lamotrigine hiện tại (trước khi ngưng thuốc): [206, 1639, 411, 1674]
table2-caption: Bảng 2: Trẻ em từ 2 - 12 tuổi - Phác đồ điều trị động kinh khuyến cáo: [18, 931, 369, 945]
table-cell: 50 mg/ ngày (1 lần/ ngày): [285, 687, 352, 734]
table-cell: Duy trì liều (100 mg/ngày) / Duy trì liều (150 mg/ngày) / Duy trì liều (200 mg/ngày): [463, 1965, 601, 2012]
missed-dose-text: Nếu quên uống 1 liều thuốc, bỏ qua liều đã quên, dùng liều kế tiếp như lịch thông thường. Không uống gấp đôi liều để bù vào liều đã quên. Nếu quên uống nhiều liều thuốc, nên tham khảo ý kiến của bác sĩ cách dùng thuốc trở lại.: [703, 613, 1374, 640]
table-section-cell: Bổ sung valproate, phụ thuộc vào liều ban đầu của lamotrigine: [19, 1952, 689, 1965]
suicide-text-4: Cân nhắc thay đổi phác đồ điều trị, bao gồm cả việc ngưng thuốc ở những bệnh nhân có triệu chứng lâm sàng xấu đi (gồm phát triển triệu chứng mới) và/hoặc xuất hiện ý định và hành vi tự tử, đặc biệt nếu các triệu chứng nghiêm trọng, đột ngột khởi phát.: [703, 1429, 1374, 1457]
start-lam-heading: Bắt đầu dùng lamotrigine ở bệnh nhân đang dùng thuốc tránh thai chứa nội tiết tố: [703, 216, 1151, 230]
oc-effect-heading-2: Ảnh hưởng của lamotrigine lên hiệu quả của thuốc tránh thai chứa nội tiết tố: [703, 1639, 1122, 1653]
active-amount: 50 mg: [657, 152, 689, 165]
oc-text-3: Tương tác giữa thuốc tránh thai đường uống khác hoặc liệu pháp hormone thay thế và lamotrigine chưa được nghiên cứu, mặc dù có ảnh hưởng đến các thông số dược động học tương tự.: [703, 1611, 1374, 1639]
table-cell: Chế độ liều này nên được sử dụng khi thêm vào: Phenytoin, Carbamazepine, Phenobarbitone, Primidone, Rifampicin, Lopinavir/ritonavir: [19, 2025, 206, 2072]
start-lam-inducer-heading: Bắt đầu và ngưng thuốc tránh thai chứa nội tiết tố trên những bệnh nhân đang dùng liều duy trì và thuốc cảm ứng glucuronide hóa lamotrigine: [703, 245, 1374, 272]
oc-text-4: Nghiên cứu tương tác trên 16 người tình nguyện khỏe mạnh cho thấy khi dùng lamotrigine kết hợp với thuốc tránh thai chứa nội tiết tố (ethinyloestradiol/levonorgestrel), có sự tăng nhẹ độ thanh thải levonorgestrel và thay đổi FSH và LH huyết thanh. Thay đổi này ảnh hưởng đến buồng trứng và hoạt động rụng trứng là chưa rõ. Tuy nhiên, không loại trừ khả năng những thay đổi này làm giảm hiệu quả của thuốc tránh thai. Do đó, bệnh nhân cần được hướng dẫn kịp thời thông báo những thay đổi chu kỳ kinh nguyệt như chảy máu bất thường.: [703, 1654, 1374, 1722]
table-row: [19, 747, 689, 783]
dot-leader: [80, 152, 654, 162]
table2-note: Lưu ý: Đối với những bệnh nhân đang dùng các thuốc mà tương tác dược động với lamotrigine chưa rõ, chế độ liều dùng được khuyến cáo là liều lamotrigine dùng đồng thời với valproate.: [18, 1194, 689, 1218]
stop-oc-text: Liều duy trì của lamotrigine hầu hết các trường hợp cần phải giảm đến 50%. Nên giảm dần liều hằng ngày của lamotrigine 50 - 100 mg mỗi tuần (với tỷ lệ không vượt quá 25% tổng liều mỗi tuần) trong khoảng 3 tuần, trừ khi có chỉ định khác dựa trên đáp ứng lâm sàng. Xem xét kiểm tra nồng độ lamotrigine huyết thanh trước và sau khi ngưng thuốc tránh thai chứa nội tiết tố, để đảm bảo rằng nồng độ cơ bản của lamotrigine được duy trì. Ở phụ nữ muốn ngưng thuốc tránh thai chứa nội tiết tố có tuần không dùng thuốc, nồng độ lamotrigine huyết tương cần được đo trong suốt tuần thứ 3 điều trị vì dụ vào ngày 15-21 của chu kỳ dùng thuốc. Không nên đánh giá nồng độ lamotrigine sau tuần đầu ngưng thuốc.: [703, 133, 1374, 215]
table3-caption: Bảng 3: Người trưởng thành (từ 18 tuổi trở lên) - Liệu trình chuyển đổi liều liên quan đến tăng lượng liều duy trì ổn định trong 6 tuần: [18, 1355, 686, 1369]
table-row: [19, 797, 689, 844]
development-text: Không có dữ liệu về tác động của lamotrigine lên sự phát triển, trưởng thành và tăng trưởng, tính thích ứng, trí nhớ, xúc và hành vi ở trẻ em.: [703, 1908, 1374, 1935]
table-section-row: [19, 1386, 689, 1399]
